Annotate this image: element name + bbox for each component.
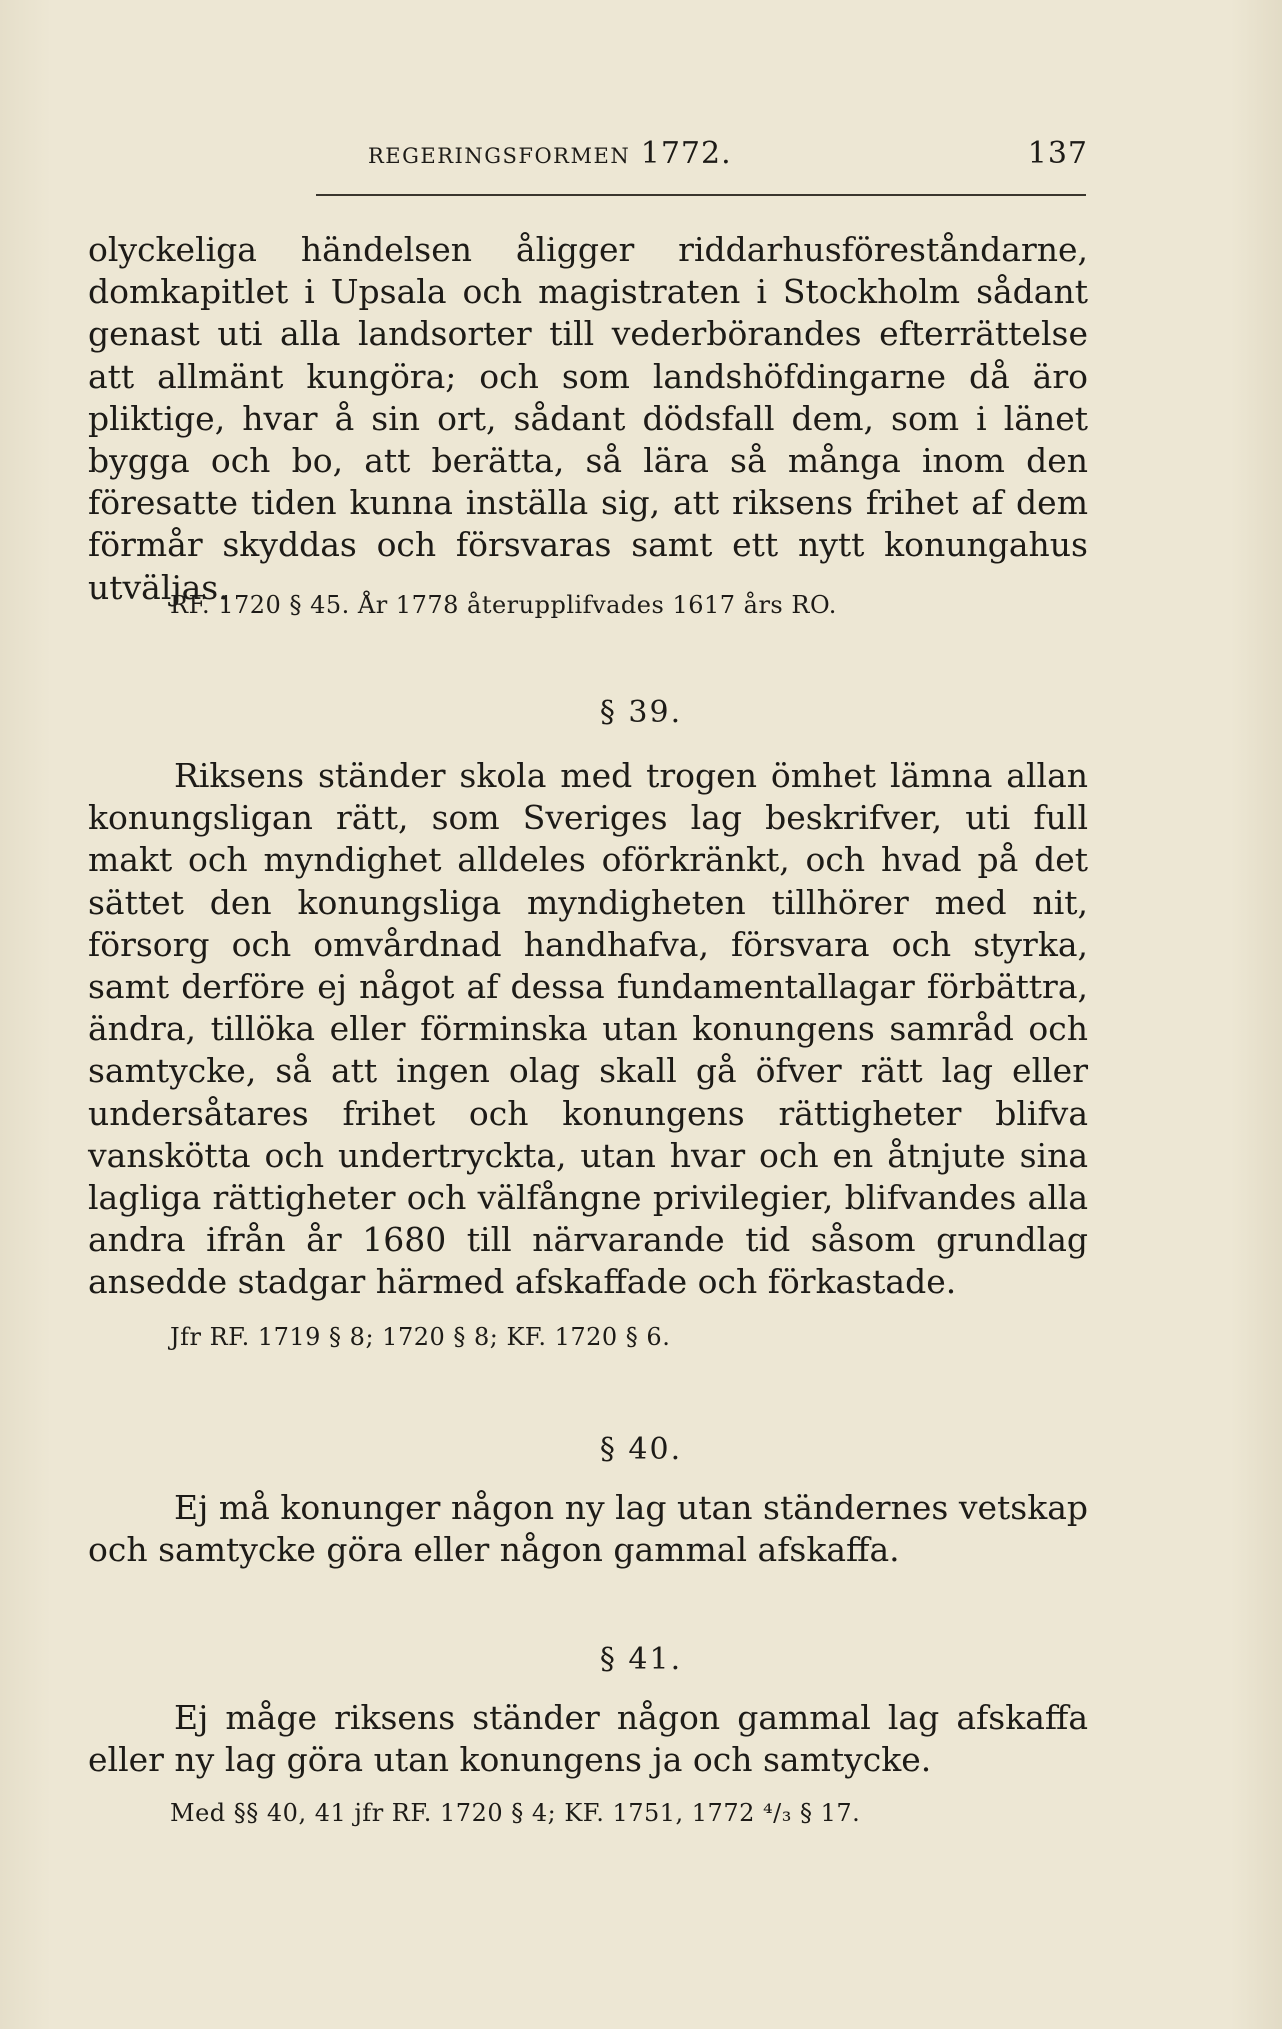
running-title <box>368 136 732 171</box>
page-number: 137 <box>1027 136 1088 171</box>
section-39-heading: § 39. <box>599 695 683 730</box>
section-41-heading: § 41. <box>599 1642 683 1677</box>
section-40-paragraph <box>88 1487 1088 1571</box>
header-rule <box>316 194 1086 196</box>
running-title-year: 1772. <box>640 136 732 171</box>
intro-reference: RF. 1720 § 45. År 1778 återupplifvades 1617 års RO. <box>170 591 837 619</box>
section-40-heading: § 40. <box>599 1432 683 1467</box>
section-39-reference: Jfr RF. 1719 § 8; 1720 § 8; KF. 1720 § 6. <box>170 1323 671 1351</box>
section-41-text: Ej måge riksens ständer någon gammal lag afskaffa eller ny lag göra utan konungens ja och samtycke. <box>88 1698 1088 1780</box>
section-41-paragraph <box>88 1697 1088 1781</box>
section-40-text: Ej må konunger någon ny lag utan ständernes vetskap och samtycke göra eller någon gammal afskaffa. <box>88 1488 1088 1570</box>
section-39-text: Riksens ständer skola med trogen ömhet lämna allan konungsligan rätt, som Sveriges lag beskrifver, uti full makt och myndighet alldeles oförkränkt, och hvad på det sättet den konungsliga myndigheten tillhörer med nit, försorg och omvårdnad handhafva, försvara och styrka, samt derföre ej något af dessa fundamentallagar förbättra, ändra, tillöka eller förminska utan konungens samråd och samtycke, så att ingen olag skall gå öfver rätt lag eller undersåtares frihet och konungens rättigheter blifva vanskötta och undertryckta, utan hvar och en åtnjute sina lagliga rättigheter och välfångne privilegier, blifvandes alla andra ifrån år 1680 till närvarande tid såsom grundlag ansedde stadgar härmed afskaffade och förkastade. <box>88 756 1088 1302</box>
intro-text: olyckeliga händelsen åligger riddarhusföreståndarne, domkapitlet i Upsala och magistraten i Stockholm sådant genast uti alla landsorter till vederbörandes efterrättelse att allmänt kungöra; och som landshöfdingarne då äro pliktige, hvar å sin ort, sådant dödsfall dem, som i länet bygga och bo, att berätta, så lära så många inom den föresatte tiden kunna inställa sig, att riksens frihet af dem förmår skyddas och försvaras samt ett nytt konungahus utväljas. <box>88 230 1088 607</box>
intro-paragraph <box>88 229 1088 609</box>
running-title-main: REGERINGSFORMEN <box>368 144 631 168</box>
running-header <box>88 136 1088 176</box>
section-41-reference: Med §§ 40, 41 jfr RF. 1720 § 4; KF. 1751, 1772 ⁴/₃ § 17. <box>170 1799 861 1827</box>
section-39-paragraph <box>88 755 1088 1304</box>
